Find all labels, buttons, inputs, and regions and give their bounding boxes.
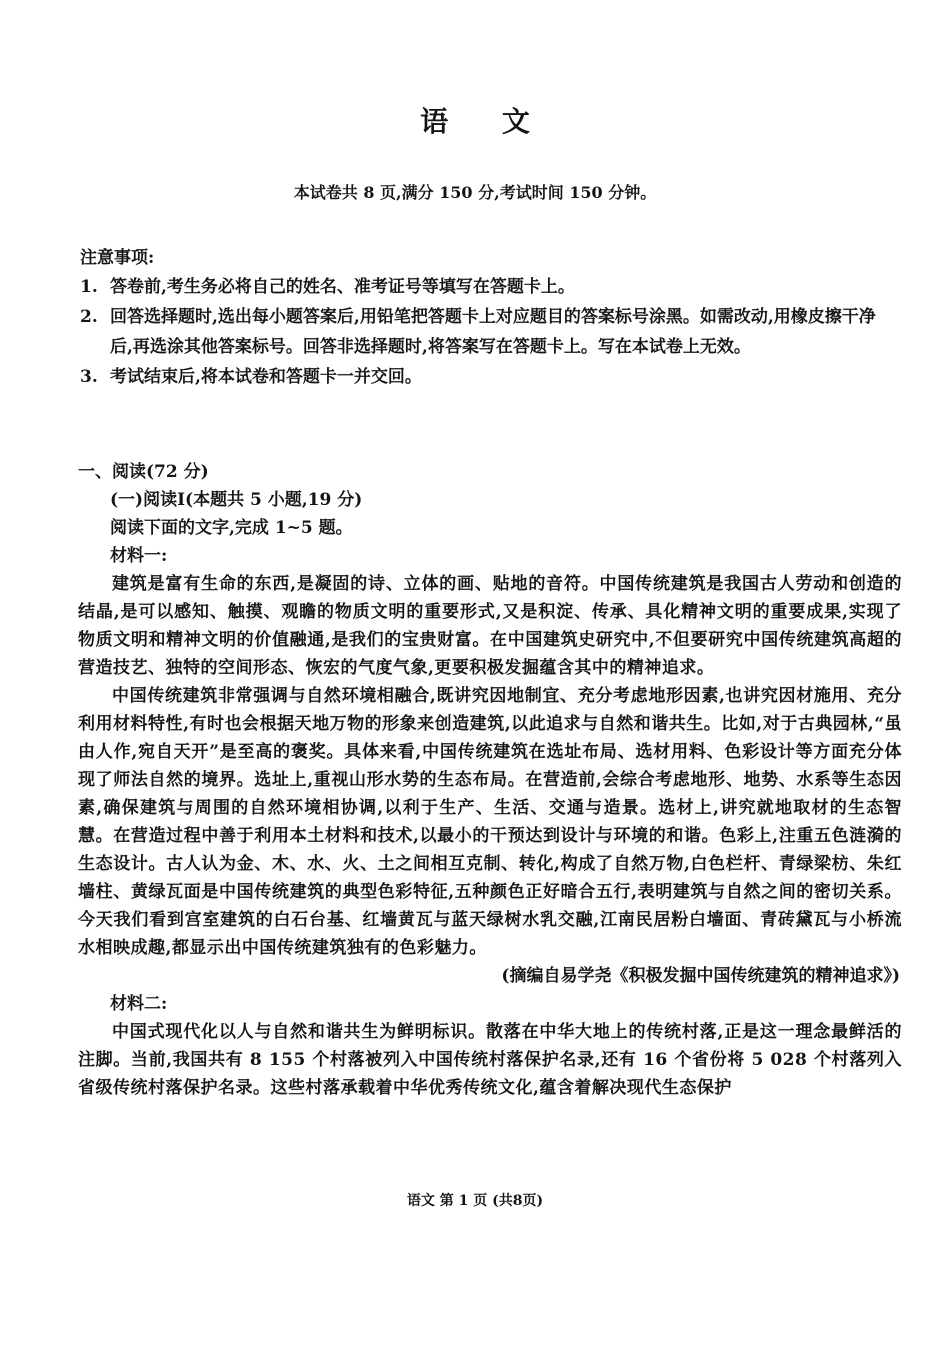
reading-section [78, 458, 902, 1102]
note-item [80, 302, 898, 362]
material-one-paragraph-1: 建筑是富有生命的东西,是凝固的诗、立体的画、贴地的音符。中国传统建筑是我国古人劳动和创造的结晶,是可以感知、触摸、观瞻的物质文明的重要形式,又是积淀、传承、具化精神文明的重要成果,实现了物质文明和精神文明的价值融通,是我们的宝贵财富。在中国建筑史研究中,不但要研究中国传统建筑高超的营造技艺、独特的空间形态、恢宏的气度气象,更要积极发掘蕴含其中的精神追求。 [78, 574, 902, 678]
instruction: 阅读下面的文字,完成 1~5 题。 [110, 518, 353, 538]
note-text: 答卷前,考生务必将自己的姓名、准考证号等填写在答题卡上。 [110, 277, 575, 297]
note-number: 2. [80, 307, 98, 327]
note-item [80, 362, 898, 392]
note-number: 1. [80, 277, 98, 297]
material-one-label: 材料一: [110, 546, 168, 566]
notes-list [80, 272, 898, 392]
notes-heading: 注意事项: [80, 248, 155, 268]
material-one-paragraph-2: 中国传统建筑非常强调与自然环境相融合,既讲究因地制宜、充分考虑地形因素,也讲究因材施用、充分利用材料特性,有时也会根据天地万物的形象来创造建筑,以此追求与自然和谐共生。比如,对于古典园林,“虽由人作,宛自天开”是至高的褒奖。具体来看,中国传统建筑在选址布局、选材用料、色彩设计等方面充分体现了师法自然的境界。选址上,重视山形水势的生态布局。在营造前,会综合考虑地形、地势、水系等生态因素,确保建筑与周围的自然环境相协调,以利于生产、生活、交通与造景。选材上,讲究就地取材的生态智慧。在营造过程中善于利用本土材料和技术,以最小的干预达到设计与环境的和谐。色彩上,注重五色涟漪的生态设计。古人认为金、木、水、火、土之间相互克制、转化,构成了自然万物,白色栏杆、青绿梁枋、朱红墙柱、黄绿瓦面是中国传统建筑的典型色彩特征,五种颜色正好暗合五行,表明建筑与自然之间的密切关系。今天我们看到宫室建筑的白石台基、红墙黄瓦与蓝天绿树水乳交融,江南民居粉白墙面、青砖黛瓦与小桥流水相映成趣,都显示出中国传统建筑独有的色彩魅力。 [78, 686, 902, 958]
note-item [80, 272, 898, 302]
note-text: 回答选择题时,选出每小题答案后,用铅笔把答题卡上对应题目的答案标号涂黑。如需改动,用橡皮擦干净后,再选涂其他答案标号。回答非选择题时,将答案写在答题卡上。写在本试卷上无效。 [110, 307, 876, 357]
exam-info: 本试卷共 8 页,满分 150 分,考试时间 150 分钟。 [293, 183, 657, 202]
note-text: 考试结束后,将本试卷和答题卡一并交回。 [110, 367, 422, 387]
page-footer: 语文 第 1 页 (共8页) [406, 1193, 544, 1209]
material-two-label: 材料二: [110, 994, 168, 1014]
page-title: 语 文 [420, 105, 552, 138]
subsection-heading: (一)阅读Ⅰ(本题共 5 小题,19 分) [110, 490, 363, 510]
material-two-paragraph-1: 中国式现代化以人与自然和谐共生为鲜明标识。散落在中华大地上的传统村落,正是这一理念最鲜活的注脚。当前,我国共有 8 155 个村落被列入中国传统村落保护名录,还有 16 个省份将 5 028 个村落列入省级传统村落保护名录。这些村落承载着中华优秀传统文化,蕴含着解决现代生态保护 [78, 1022, 902, 1098]
note-number: 3. [80, 367, 98, 387]
section-heading: 一、阅读(72 分) [78, 462, 209, 482]
material-one-source: (摘编自易学尧《积极发掘中国传统建筑的精神追求》) [501, 966, 900, 986]
